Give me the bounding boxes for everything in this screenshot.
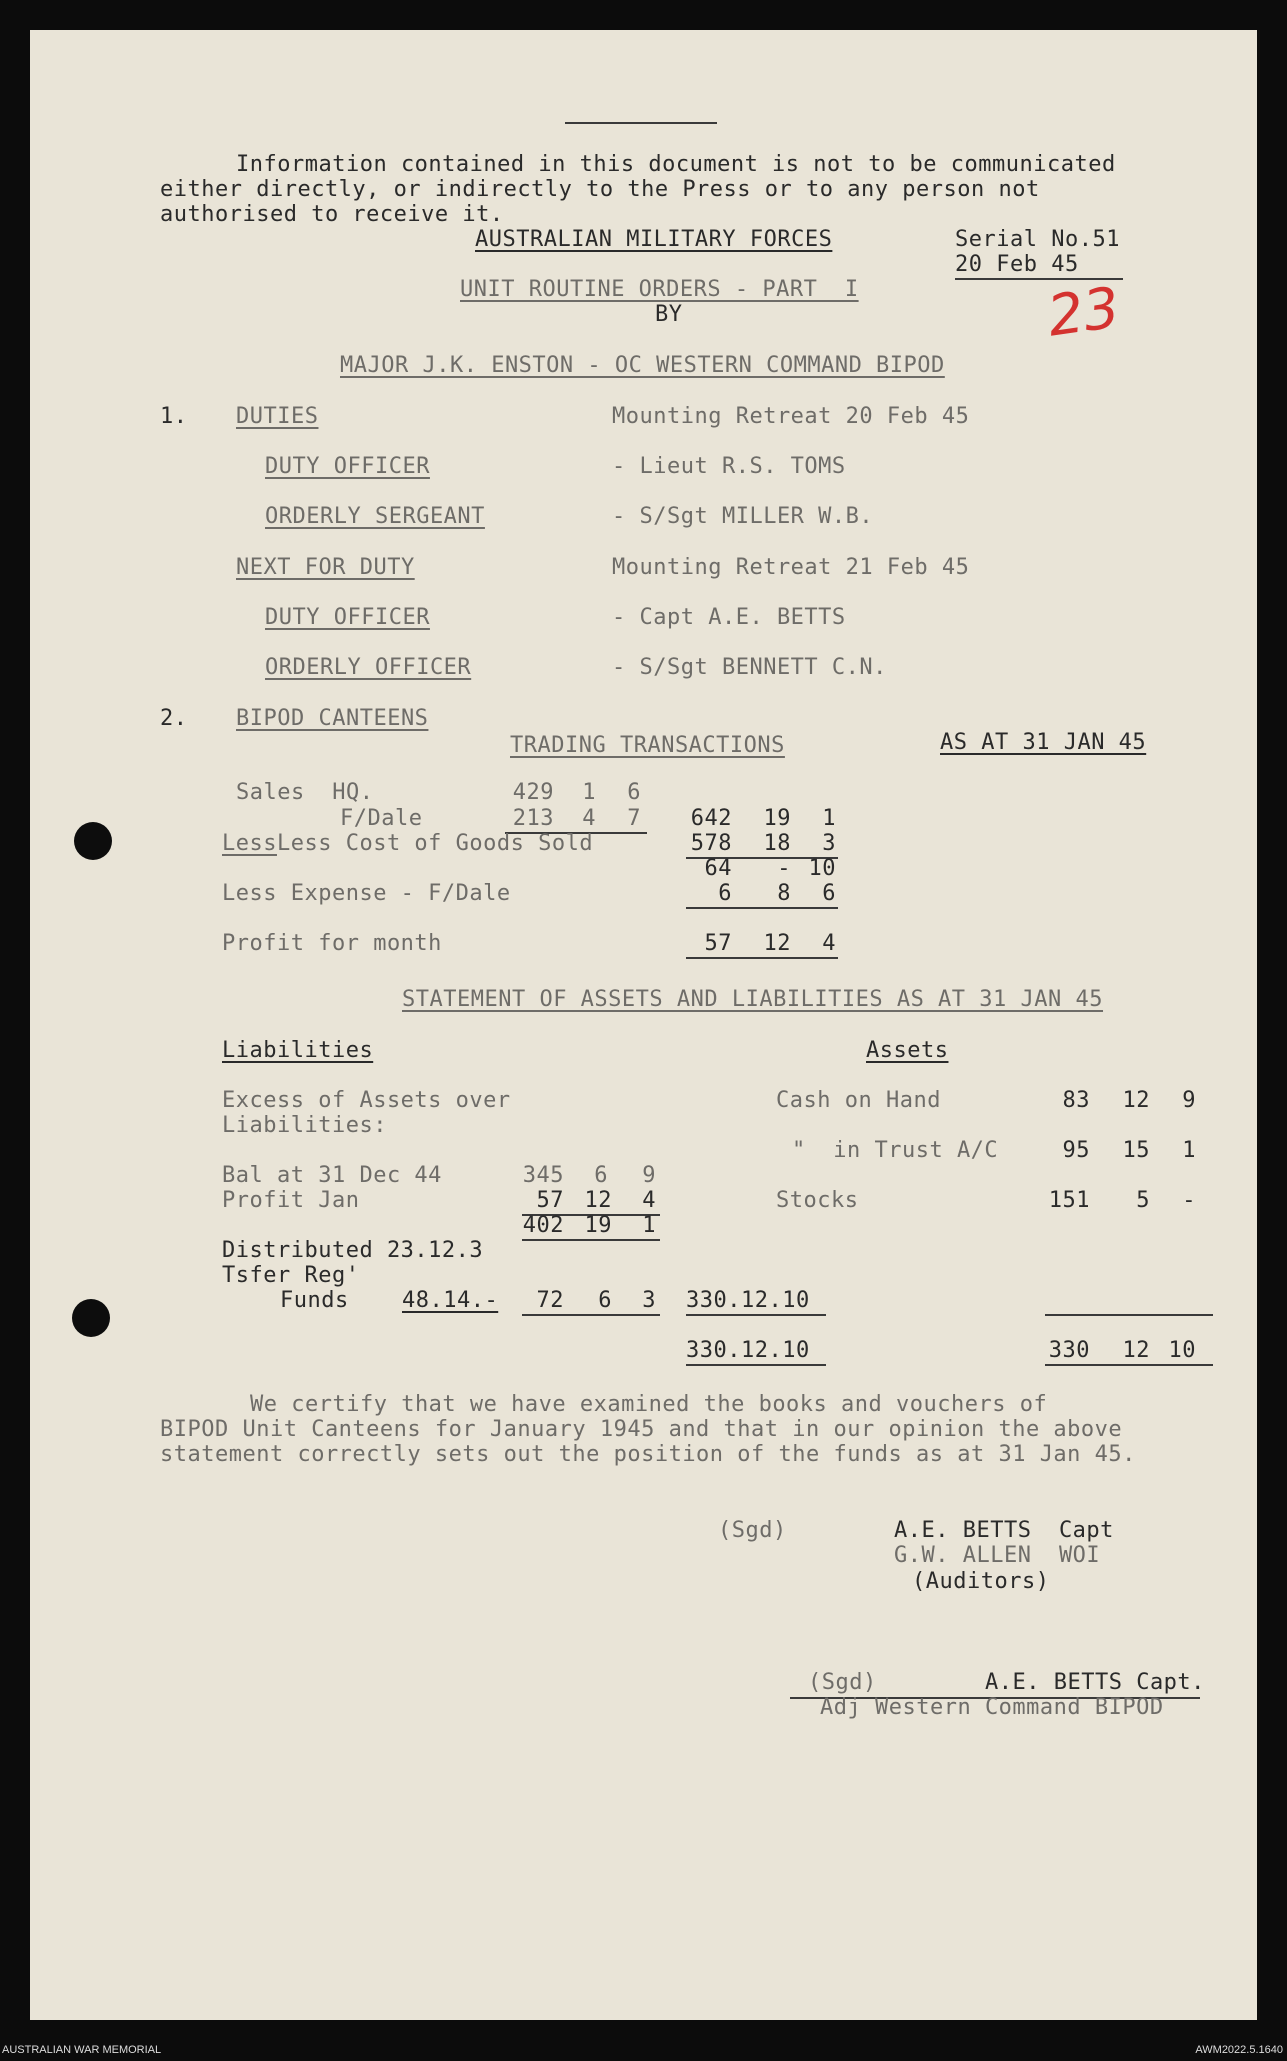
expense-rule xyxy=(686,907,838,909)
certify-line-3: statement correctly sets out the position of the funds as at 31 Jan 45. xyxy=(160,1442,1136,1467)
punch-hole-top xyxy=(74,822,112,860)
subtotal-rule xyxy=(522,1239,660,1241)
profit-jan-shillings: 12 xyxy=(584,1188,612,1213)
fdale-label: F/Dale xyxy=(340,806,423,831)
profit-label: Profit for month xyxy=(222,931,442,956)
orderly-officer-label: ORDERLY OFFICER xyxy=(265,655,472,680)
profit-jan-label: Profit Jan xyxy=(222,1188,360,1213)
assets-pre-total-rule xyxy=(1045,1314,1213,1316)
statement-heading: STATEMENT OF ASSETS AND LIABILITIES AS AT 31 JAN 45 xyxy=(402,987,1104,1012)
duty-officer-2-label: DUTY OFFICER xyxy=(265,605,430,630)
sales-fdale-pounds: 213 xyxy=(512,806,554,831)
net-rule xyxy=(686,1314,826,1316)
cash-label: Cash on Hand xyxy=(776,1088,941,1113)
balance-pence: 9 xyxy=(642,1163,656,1188)
duty-officer-value: - Lieut R.S. TOMS xyxy=(612,454,846,479)
profit-rule xyxy=(686,957,838,959)
notice-line-2: either directly, or indirectly to the Press or to any person not xyxy=(160,177,1040,202)
sales-hq-pounds: 429 xyxy=(512,780,554,805)
profit-jan-pounds: 57 xyxy=(536,1188,564,1213)
red-page-number: 23 xyxy=(1043,275,1124,350)
subtotal-pounds: 402 xyxy=(522,1213,564,1238)
less-expense-pence: 6 xyxy=(822,881,836,906)
sales-hq-shillings: 1 xyxy=(582,780,596,805)
certify-line-1: We certify that we have examined the books and vouchers of xyxy=(250,1392,1048,1417)
less-cost-shillings: 18 xyxy=(763,831,791,856)
trust-shillings: 15 xyxy=(1122,1138,1150,1163)
cash-shillings: 12 xyxy=(1122,1088,1150,1113)
profit-shillings: 12 xyxy=(763,931,791,956)
trust-label: " in Trust A/C xyxy=(792,1138,999,1163)
funds-total-rule xyxy=(522,1314,660,1316)
net-value: 330.12.10 xyxy=(686,1288,810,1313)
orderly-sergeant-value: - S/Sgt MILLER W.B. xyxy=(612,504,874,529)
sales-total-pence: 1 xyxy=(822,806,836,831)
assets-heading: Assets xyxy=(866,1038,949,1063)
duty-officer-2-value: - Capt A.E. BETTS xyxy=(612,605,846,630)
funds-total-pounds: 72 xyxy=(536,1288,564,1313)
profit-jan-pence: 4 xyxy=(642,1188,656,1213)
stocks-pounds: 151 xyxy=(1048,1188,1090,1213)
less-cost-pounds: 578 xyxy=(690,831,732,856)
liabilities-total: 330.12.10 xyxy=(686,1338,810,1363)
notice-line-3: authorised to receive it. xyxy=(160,202,504,227)
footer-right: AWM2022.5.1640 xyxy=(1195,2044,1283,2056)
liabilities-total-rule xyxy=(686,1364,826,1366)
by-label: BY xyxy=(655,302,683,327)
mounting-2: Mounting Retreat 21 Feb 45 xyxy=(612,555,970,580)
auditors-sgd: (Sgd) xyxy=(718,1518,787,1543)
balance-shillings: 6 xyxy=(594,1163,608,1188)
less-expense-pounds: 6 xyxy=(718,881,732,906)
trading-heading: TRADING TRANSACTIONS xyxy=(510,733,785,758)
orderly-sergeant-label: ORDERLY SERGEANT xyxy=(265,504,485,529)
assets-total-pounds: 330 xyxy=(1048,1338,1090,1363)
notice-line-1: Information contained in this document is not to be communicated xyxy=(236,152,1116,177)
subtotal-pence: 1 xyxy=(642,1213,656,1238)
assets-total-shillings: 12 xyxy=(1122,1338,1150,1363)
major-line: MAJOR J.K. ENSTON - OC WESTERN COMMAND BIPOD xyxy=(340,353,945,378)
funds-value: 48.14.- xyxy=(402,1288,499,1313)
balance-pounds: 345 xyxy=(522,1163,564,1188)
cash-pounds: 83 xyxy=(1062,1088,1090,1113)
distributed-line: Distributed 23.12.3 xyxy=(222,1238,484,1263)
forces-heading: AUSTRALIAN MILITARY FORCES xyxy=(475,227,833,252)
assets-total-rule xyxy=(1045,1364,1213,1366)
less-cost-pence: 3 xyxy=(822,831,836,856)
signoff-name: A.E. BETTS Capt. xyxy=(985,1670,1205,1695)
canteens-heading: BIPOD CANTEENS xyxy=(236,706,429,731)
profit-pence: 4 xyxy=(822,931,836,956)
punch-hole-bottom xyxy=(72,1299,110,1337)
subtotal-shillings: 19 xyxy=(584,1213,612,1238)
auditor-1: A.E. BETTS Capt xyxy=(894,1518,1114,1543)
top-rule xyxy=(565,122,717,124)
tsfer-line: Tsfer Reg' xyxy=(222,1263,360,1288)
sales-fdale-pence: 7 xyxy=(627,806,641,831)
sales-total-pounds: 642 xyxy=(690,806,732,831)
stocks-label: Stocks xyxy=(776,1188,859,1213)
sales-total-shillings: 19 xyxy=(763,806,791,831)
sales-fdale-shillings: 4 xyxy=(582,806,596,831)
sales-hq-pence: 6 xyxy=(627,780,641,805)
trust-pence: 1 xyxy=(1182,1138,1196,1163)
gross-pounds: 64 xyxy=(704,856,732,881)
signoff-role: Adj Western Command BIPOD xyxy=(820,1695,1164,1720)
auditors-caption: (Auditors) xyxy=(912,1569,1050,1594)
funds-total-shillings: 6 xyxy=(598,1288,612,1313)
duty-officer-label: DUTY OFFICER xyxy=(265,454,430,479)
stocks-shillings: 5 xyxy=(1136,1188,1150,1213)
trust-pounds: 95 xyxy=(1062,1138,1090,1163)
signoff-sgd: (Sgd) xyxy=(808,1670,877,1695)
auditor-2: G.W. ALLEN WOI xyxy=(894,1543,1101,1568)
gross-pence: 10 xyxy=(808,856,836,881)
less-expense-label: Less Expense - F/Dale xyxy=(222,881,511,906)
stocks-pence: - xyxy=(1182,1188,1196,1213)
funds-label: Funds xyxy=(280,1288,349,1313)
mounting-1: Mounting Retreat 20 Feb 45 xyxy=(612,404,970,429)
excess-line-2: Liabilities: xyxy=(222,1113,387,1138)
less-cost-text: Less Cost of Goods Sold xyxy=(276,831,594,856)
liabilities-heading: Liabilities xyxy=(222,1038,374,1063)
next-for-duty-label: NEXT FOR DUTY xyxy=(236,555,415,580)
section-1-number: 1. xyxy=(160,404,188,429)
as-at-heading: AS AT 31 JAN 45 xyxy=(940,730,1147,755)
excess-line-1: Excess of Assets over xyxy=(222,1088,511,1113)
profit-pounds: 57 xyxy=(704,931,732,956)
orderly-officer-value: - S/Sgt BENNETT C.N. xyxy=(612,655,887,680)
assets-total-pence: 10 xyxy=(1168,1338,1196,1363)
less-cost-label: LessLess Cost of Goods Sold xyxy=(222,831,594,856)
section-2-number: 2. xyxy=(160,706,188,731)
balance-label: Bal at 31 Dec 44 xyxy=(222,1163,442,1188)
certify-line-2: BIPOD Unit Canteens for January 1945 and that in our opinion the above xyxy=(160,1417,1123,1442)
sales-label: Sales HQ. xyxy=(236,780,374,805)
order-date: 20 Feb 45 xyxy=(955,252,1079,277)
footer-left: AUSTRALIAN WAR MEMORIAL xyxy=(2,2044,162,2056)
less-expense-shillings: 8 xyxy=(777,881,791,906)
serial-number: Serial No.51 xyxy=(955,227,1120,252)
gross-shillings: - xyxy=(777,856,791,881)
orders-title: UNIT ROUTINE ORDERS - PART I xyxy=(460,277,859,302)
funds-total-pence: 3 xyxy=(642,1288,656,1313)
cash-pence: 9 xyxy=(1182,1088,1196,1113)
duties-heading: DUTIES xyxy=(236,404,319,429)
